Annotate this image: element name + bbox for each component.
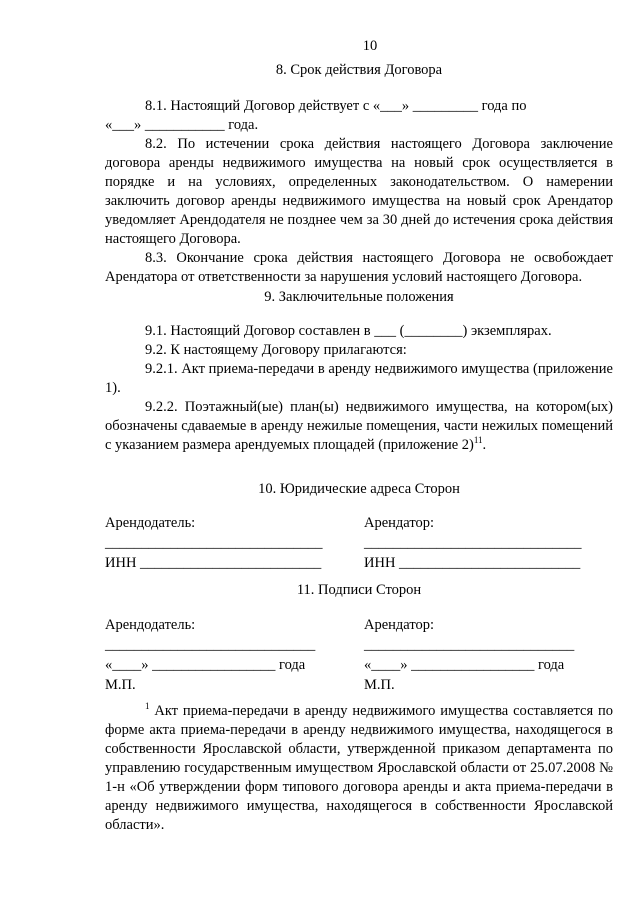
section-9-body (105, 322, 613, 455)
clause-9-1: 9.1. Настоящий Договор составлен в ___ (________) экземплярах. (145, 323, 552, 339)
footnote-text-block (105, 702, 613, 835)
tenant-signature-block (364, 615, 574, 695)
footnote (105, 702, 613, 835)
clause-8-1-line1: 8.1. Настоящий Договор действует с «___» _________ года по (145, 98, 527, 114)
landlord-sign-label: Арендодатель: (105, 617, 196, 633)
landlord-sign-date: «____» _________________ года (105, 657, 306, 673)
tenant-address-line: ______________________________ (364, 535, 582, 551)
clause-9-2-1: 9.2.1. Акт приема-передачи в аренду недвижимого имущества (приложение 1). (105, 361, 613, 396)
landlord-signature-block (105, 615, 315, 695)
tenant-address-block (364, 513, 582, 573)
footnote-ref: 11 (473, 435, 483, 446)
section-8-body (105, 97, 613, 287)
landlord-stamp: М.П. (105, 677, 136, 693)
clause-9-2-2 (105, 398, 613, 455)
footnote-text: Акт приема-передачи в аренду недвижимого имущества составляется по форме акта приема-передачи в аренду недвижимого имущества, находящегося в собственности Ярославской области, утвержденной приказом департамента по управлению государственным имуществом Ярославской области от 25.07.2008 № 1-н «Об утверждении форм типового договора аренды и акта приема-передачи в аренду недвижимого имущества, находящегося в собственности Ярославской области». (105, 703, 613, 833)
clause-9-2-2-end: . (482, 437, 487, 453)
landlord-address-block (105, 513, 323, 573)
clause-9-2-2-text: 9.2.2. Поэтажный(ые) план(ы) недвижимого имущества, на котором(ых) обозначены сдаваемые в аренду нежилые помещения, части нежилых помещений с указанием размера арендуемых площадей (приложение 2) (105, 399, 613, 453)
section-10-title: 10. Юридические адреса Сторон (258, 481, 460, 497)
tenant-inn: ИНН _________________________ (364, 555, 581, 571)
page-number: 10 (362, 38, 378, 54)
tenant-sign-label: Арендатор: (364, 617, 435, 633)
section-8-title: 8. Срок действия Договора (275, 62, 443, 78)
landlord-inn: ИНН _________________________ (105, 555, 322, 571)
tenant-stamp: М.П. (364, 677, 395, 693)
clause-8-1-line2: «___» ___________ года. (105, 117, 259, 133)
landlord-label: Арендодатель: (105, 515, 196, 531)
tenant-sign-line: _____________________________ (364, 637, 575, 653)
section-11-title: 11. Подписи Сторон (296, 582, 422, 598)
landlord-sign-line: _____________________________ (105, 637, 316, 653)
tenant-sign-date: «____» _________________ года (364, 657, 565, 673)
clause-8-2: 8.2. По истечении срока действия настоящего Договора заключение договора аренды недвижимого имущества на новый срок осуществляется в порядке и на условиях, определенных законодательством. О намерении заключить договор аренды недвижимого имущества на новый срок Арендатор уведомляет Арендодателя не позднее чем за 30 дней до истечения срока действия настоящего Договора. (105, 136, 613, 247)
tenant-label: Арендатор: (364, 515, 435, 531)
section-9-title: 9. Заключительные положения (264, 289, 454, 305)
landlord-address-line: ______________________________ (105, 535, 323, 551)
clause-8-3: 8.3. Окончание срока действия настоящего Договора не освобождает Арендатора от ответственности за нарушения условий настоящего Договора. (105, 250, 613, 285)
clause-9-2: 9.2. К настоящему Договору прилагаются: (145, 342, 407, 358)
footnote-mark: 1 (145, 701, 150, 712)
